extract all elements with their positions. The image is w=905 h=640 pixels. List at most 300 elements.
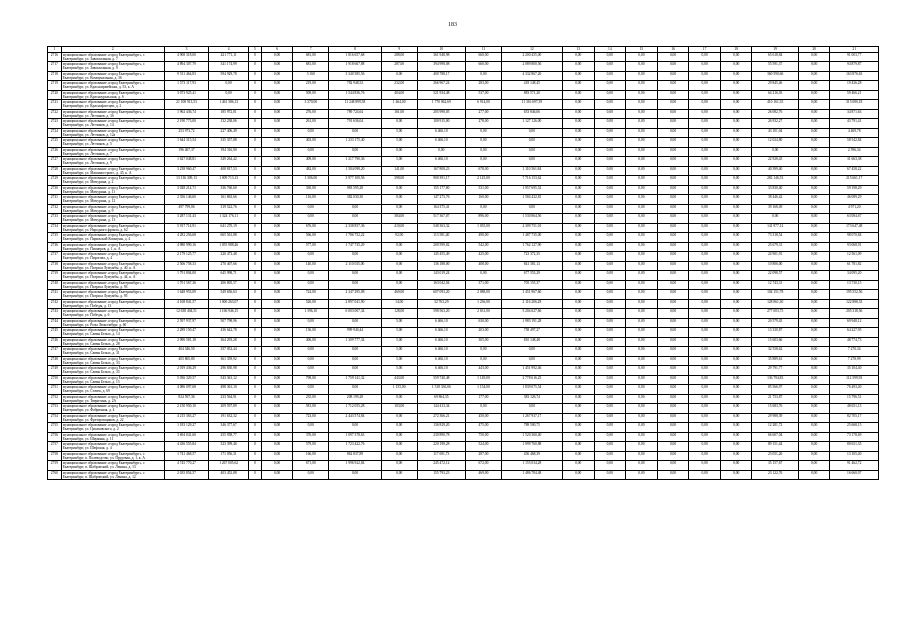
value-cell: 0,00 <box>594 128 626 138</box>
value-cell: 0,00 <box>720 470 752 480</box>
row-index: 2746 <box>48 337 62 347</box>
row-index: 2730 <box>48 185 62 195</box>
value-cell: 0,00 <box>626 451 658 461</box>
value-cell: 0,00 <box>594 185 626 195</box>
value-cell: 0 <box>249 233 262 243</box>
table-row <box>48 375 879 385</box>
value-cell: 0,00 <box>798 394 830 404</box>
value-cell: 408 817,53 <box>209 166 249 176</box>
value-cell: 12 638 404,51 <box>164 309 208 319</box>
value-cell: 19 436,28 <box>830 81 879 91</box>
value-cell: 1 712 055,28 <box>329 404 382 414</box>
address-cell: муниципальное образование «город Екатеринбург», г. Екатеринбург, ул. Завокзальная, д. 9 <box>61 62 164 72</box>
value-cell: 39 168,49 <box>752 204 798 214</box>
value-cell: 0,00 <box>657 52 689 62</box>
value-cell: 0,00 <box>798 90 830 100</box>
value-cell: 0,00 <box>689 195 721 205</box>
value-cell: 220 473,48 <box>209 252 249 262</box>
value-cell: 0,00 <box>657 185 689 195</box>
value-cell: 0,00 <box>329 147 382 157</box>
value-cell: 136 188,00 <box>417 261 465 271</box>
value-cell: 0,00 <box>626 271 658 281</box>
value-cell: 196 467,37 <box>164 147 208 157</box>
value-cell: 191 632,32 <box>209 413 249 423</box>
value-cell: 315 080,18 <box>830 100 879 110</box>
value-cell: 436 642,78 <box>209 328 249 338</box>
value-cell: 0,00 <box>689 71 721 81</box>
value-cell: 232,00 <box>381 81 417 91</box>
value-cell: 0,00 <box>562 62 594 72</box>
value-cell: 0,00 <box>657 147 689 157</box>
value-cell: 341 174,99 <box>209 62 249 72</box>
value-cell: 40 399,40 <box>752 166 798 176</box>
value-cell: 724,00 <box>293 290 329 300</box>
table-row <box>48 138 879 148</box>
value-cell: 0,00 <box>381 451 417 461</box>
value-cell: 660,00 <box>466 52 502 62</box>
value-cell: 0,00 <box>329 214 382 224</box>
value-cell: 398,00 <box>381 176 417 186</box>
value-cell: 1 487 735,00 <box>501 233 562 243</box>
value-cell: 0,00 <box>720 290 752 300</box>
page-number: 183 <box>448 22 457 28</box>
value-cell: 0,00 <box>720 347 752 357</box>
value-cell: 678,00 <box>466 166 502 176</box>
value-cell: 384,00 <box>381 214 417 224</box>
row-index: 2745 <box>48 328 62 338</box>
value-cell: 0,00 <box>562 233 594 243</box>
value-cell: 0 <box>249 318 262 328</box>
value-cell: 171 056,31 <box>209 451 249 461</box>
value-cell: 0,00 <box>626 81 658 91</box>
value-cell: 0,00 <box>562 157 594 167</box>
value-cell: 1 236,00 <box>466 299 502 309</box>
value-cell: 34 095,20 <box>830 271 879 281</box>
value-cell: 69 948,12 <box>830 318 879 328</box>
value-cell: 0,00 <box>657 404 689 414</box>
column-header: 15 <box>626 47 658 53</box>
value-cell: 1 530 864,56 <box>501 214 562 224</box>
value-cell: 0,00 <box>657 261 689 271</box>
column-header: 9 <box>381 47 417 53</box>
value-cell: 1 520 360,40 <box>501 432 562 442</box>
value-cell: 0 <box>249 214 262 224</box>
value-cell: 0,00 <box>562 432 594 442</box>
value-cell: 0,00 <box>562 242 594 252</box>
value-cell: 0,00 <box>720 299 752 309</box>
value-cell: 0,00 <box>562 394 594 404</box>
address-cell: муниципальное образование «город Екатеринбург», г. Екатеринбург, ул. Мичурина, д. 9 <box>61 204 164 214</box>
value-cell: 2 596,34 <box>830 147 879 157</box>
value-cell: 361 948,98 <box>417 52 465 62</box>
value-cell: 206 805,57 <box>209 280 249 290</box>
value-cell: 0,00 <box>689 470 721 480</box>
value-cell: 0,00 <box>626 185 658 195</box>
value-cell: 13 330,87 <box>752 328 798 338</box>
value-cell: 0,00 <box>594 432 626 442</box>
value-cell: 382 030,30 <box>329 195 382 205</box>
value-cell: 63 084,67 <box>830 214 879 224</box>
value-cell: 0,00 <box>720 52 752 62</box>
value-cell: 791 636,04 <box>329 119 382 129</box>
value-cell: 0,00 <box>594 290 626 300</box>
value-cell: 0,00 <box>562 119 594 129</box>
value-cell: 261,00 <box>293 119 329 129</box>
value-cell: 0,00 <box>657 166 689 176</box>
value-cell: 0,00 <box>798 157 830 167</box>
value-cell: 1 166 946,15 <box>209 309 249 319</box>
value-cell: 0,00 <box>626 195 658 205</box>
value-cell: 43 101,04 <box>752 128 798 138</box>
value-cell: 410,00 <box>381 223 417 233</box>
value-cell: 0,00 <box>798 119 830 129</box>
value-cell: 1 999 760,88 <box>501 442 562 452</box>
value-cell: 403 452,88 <box>209 470 249 480</box>
value-cell: 594 929,78 <box>209 71 249 81</box>
row-index: 2717 <box>48 62 62 72</box>
value-cell: 15 683,76 <box>752 404 798 414</box>
value-cell: 73 178,69 <box>830 432 879 442</box>
value-cell: 0,00 <box>689 157 721 167</box>
value-cell: 0 <box>249 413 262 423</box>
value-cell: 1 461 386,13 <box>209 100 249 110</box>
value-cell: 0,00 <box>657 413 689 423</box>
value-cell: 0,00 <box>720 138 752 148</box>
value-cell: 0,00 <box>720 128 752 138</box>
value-cell: 2 096 581,18 <box>164 337 208 347</box>
value-cell: 0,00 <box>594 157 626 167</box>
value-cell: 2 019 436,29 <box>164 366 208 376</box>
value-cell: 1 644 315,54 <box>164 138 208 148</box>
value-cell: 0,00 <box>261 166 293 176</box>
value-cell: 0,00 <box>261 90 293 100</box>
value-cell: 161,00 <box>381 109 417 119</box>
value-cell: 194 316,90 <box>209 147 249 157</box>
value-cell: 208 199,28 <box>329 394 382 404</box>
value-cell: 0,00 <box>626 413 658 423</box>
value-cell: 1 518 336,06 <box>417 385 465 395</box>
value-cell: 0,00 <box>798 461 830 471</box>
value-cell: 0 <box>249 90 262 100</box>
value-cell: 1 000 263,07 <box>209 299 249 309</box>
value-cell: 0,00 <box>562 337 594 347</box>
value-cell: 13 105,40 <box>830 451 879 461</box>
value-cell: 215 661,17 <box>830 176 879 186</box>
value-cell: 0,00 <box>261 337 293 347</box>
value-cell: 653 846,06 <box>501 109 562 119</box>
value-cell: 0,00 <box>594 90 626 100</box>
value-cell: 0,00 <box>562 147 594 157</box>
value-cell: 0 <box>249 442 262 452</box>
value-cell: 0,00 <box>626 214 658 224</box>
value-cell: 0,00 <box>293 271 329 281</box>
value-cell: 0,00 <box>466 347 502 357</box>
table-row <box>48 470 879 480</box>
address-cell: муниципальное образование «город Екатеринбург», г. Екатеринбург, ул. Летчиков, д. 3б <box>61 109 164 119</box>
value-cell: 469,00 <box>466 470 502 480</box>
address-cell: муниципальное образование «город Екатеринбург», г. Екатеринбург, ул. Краснофлотцев, д. 2 <box>61 100 164 110</box>
value-cell: 164 375,41 <box>417 204 465 214</box>
value-cell: 82 705,17 <box>830 413 879 423</box>
value-cell: 630,00 <box>466 318 502 328</box>
value-cell: 0,00 <box>657 223 689 233</box>
value-cell: 0,00 <box>657 109 689 119</box>
value-cell: 0 <box>249 128 262 138</box>
value-cell: 2 145,00 <box>466 176 502 186</box>
value-cell: 361 359,92 <box>209 356 249 366</box>
value-cell: 0,00 <box>562 299 594 309</box>
value-cell: 507 798,96 <box>209 318 249 328</box>
value-cell: 403,00 <box>293 138 329 148</box>
value-cell: 0,00 <box>594 442 626 452</box>
column-header: 7 <box>293 47 329 53</box>
value-cell: 0,00 <box>329 423 382 433</box>
address-cell: муниципальное образование «город Екатеринбург», г. Екатеринбург, ул. Саввы Белых, д. 15 <box>61 375 164 385</box>
value-cell: 0,00 <box>261 185 293 195</box>
value-cell: 0,00 <box>626 375 658 385</box>
row-index: 2723 <box>48 119 62 129</box>
value-cell: 0,00 <box>594 214 626 224</box>
value-cell: 0,00 <box>501 147 562 157</box>
value-cell: 543 361,12 <box>209 375 249 385</box>
value-cell: 5,00 <box>381 328 417 338</box>
value-cell: 0,00 <box>657 81 689 91</box>
value-cell: 0,00 <box>562 366 594 376</box>
value-cell: 1 573 117,93 <box>164 81 208 91</box>
value-cell: 0,00 <box>657 337 689 347</box>
value-cell: 0,00 <box>798 195 830 205</box>
value-cell: 0,00 <box>720 280 752 290</box>
value-cell: 0,00 <box>626 109 658 119</box>
address-cell: муниципальное образование «город Екатеринбург», г. Екатеринбург, ул. Патриса Лумумбы, д. 40, к. А <box>61 261 164 271</box>
table-row <box>48 261 879 271</box>
value-cell: 0,00 <box>657 423 689 433</box>
value-cell: 65 618,84 <box>752 52 798 62</box>
table-row <box>48 318 879 328</box>
value-cell: 1 451 967,60 <box>501 290 562 300</box>
value-cell: 336 760,60 <box>209 185 249 195</box>
value-cell: 2 356 146,60 <box>164 195 208 205</box>
value-cell: 2 443 574,84 <box>329 413 382 423</box>
value-cell: 0,00 <box>329 318 382 328</box>
value-cell: 113 581,40 <box>417 233 465 243</box>
value-cell: 0,00 <box>562 271 594 281</box>
value-cell: 1 149,00 <box>466 375 502 385</box>
value-cell: 0,00 <box>689 185 721 195</box>
table-row <box>48 52 879 62</box>
value-cell: 0,00 <box>261 404 293 414</box>
table-row <box>48 128 879 138</box>
row-index: 2749 <box>48 366 62 376</box>
value-cell: 0,00 <box>657 290 689 300</box>
value-cell: 0,00 <box>594 394 626 404</box>
table-row <box>48 214 879 224</box>
value-cell: 6 466,10 <box>417 128 465 138</box>
value-cell: 0,00 <box>657 328 689 338</box>
value-cell: 0,00 <box>562 176 594 186</box>
value-cell: 0,00 <box>381 204 417 214</box>
value-cell: 29 845,46 <box>752 81 798 91</box>
row-index: 2727 <box>48 157 62 167</box>
value-cell: 0,00 <box>381 119 417 129</box>
value-cell: 418 148,45 <box>501 81 562 91</box>
value-cell: 305,00 <box>466 337 502 347</box>
value-cell: 1 770 062,69 <box>417 100 465 110</box>
value-cell: 91 462,72 <box>830 461 879 471</box>
value-cell: 335 357,88 <box>209 138 249 148</box>
value-cell: 0,00 <box>562 356 594 366</box>
address-cell: муниципальное образование «город Екатеринбург», г. Екатеринбург, п. Шабровский, ул. Ленина, д. 13 <box>61 461 164 471</box>
table-row <box>48 394 879 404</box>
address-cell: муниципальное образование «город Екатеринбург», г. Екатеринбург, ул. Летчиков, д. 7 <box>61 147 164 157</box>
value-cell: 35 889,61 <box>752 356 798 366</box>
column-header: 5 <box>249 47 262 53</box>
value-cell: 144 413,34 <box>417 404 465 414</box>
value-cell: 128,00 <box>381 309 417 319</box>
value-cell: 0,00 <box>720 233 752 243</box>
value-cell: 0,00 <box>626 119 658 129</box>
value-cell: 0,00 <box>261 299 293 309</box>
value-cell: 0,00 <box>689 233 721 243</box>
value-cell: 0,00 <box>752 214 798 224</box>
value-cell: 0,00 <box>562 451 594 461</box>
value-cell: 163 042,04 <box>417 280 465 290</box>
table-row <box>48 337 879 347</box>
value-cell: 0,00 <box>657 176 689 186</box>
value-cell: 0,00 <box>594 233 626 243</box>
value-cell: 0,00 <box>657 233 689 243</box>
address-cell: муниципальное образование «город Екатеринбург», г. Екатеринбург, ул. Стачек, д. 69 <box>61 385 164 395</box>
value-cell: 23 051,26 <box>752 451 798 461</box>
value-cell: 0,00 <box>689 100 721 110</box>
value-cell: 425,00 <box>466 252 502 262</box>
table-row <box>48 81 879 91</box>
value-cell: 282 146,53 <box>752 176 798 186</box>
value-cell: 0,00 <box>689 128 721 138</box>
value-cell: 0,00 <box>626 280 658 290</box>
value-cell: 0,00 <box>594 347 626 357</box>
value-cell: 404 346,50 <box>164 347 208 357</box>
value-cell: 549 656,63 <box>209 290 249 300</box>
value-cell: 403 865,80 <box>164 356 208 366</box>
value-cell: 185 972,01 <box>209 109 249 119</box>
value-cell: 469,00 <box>381 290 417 300</box>
value-cell: 80 631,35 <box>830 442 879 452</box>
value-cell: 58 542,84 <box>830 138 879 148</box>
value-cell: 0 <box>249 119 262 129</box>
value-cell: 136,00 <box>293 328 329 338</box>
value-cell: 161 863,66 <box>209 195 249 205</box>
value-cell: 0,00 <box>752 147 798 157</box>
value-cell: 0 <box>249 451 262 461</box>
value-cell: 1 267 937,17 <box>501 413 562 423</box>
value-cell: 0,00 <box>466 157 502 167</box>
value-cell: 0,00 <box>501 404 562 414</box>
value-cell: 0,00 <box>720 451 752 461</box>
value-cell: 2 506 758,33 <box>164 261 208 271</box>
value-cell: 0,00 <box>689 309 721 319</box>
value-cell: 862 837,89 <box>329 451 382 461</box>
value-cell: 0,00 <box>657 461 689 471</box>
value-cell: 0,00 <box>261 309 293 319</box>
value-cell: 0,00 <box>720 214 752 224</box>
value-cell: 3 287 131,43 <box>164 214 208 224</box>
value-cell: 0,00 <box>626 90 658 100</box>
value-cell: 155 177,80 <box>417 185 465 195</box>
value-cell: 0,00 <box>562 461 594 471</box>
value-cell: 0,00 <box>626 309 658 319</box>
value-cell: 0,00 <box>594 271 626 281</box>
value-cell: 0 <box>249 385 262 395</box>
row-index: 2729 <box>48 176 62 186</box>
value-cell: 0,00 <box>626 138 658 148</box>
value-cell: 26 082,76 <box>752 109 798 119</box>
value-cell: 1 918 667,88 <box>329 62 382 72</box>
value-cell: 0,00 <box>689 423 721 433</box>
value-cell: 0,00 <box>562 223 594 233</box>
value-cell: 0,00 <box>562 375 594 385</box>
table-row <box>48 461 879 471</box>
column-header: 13 <box>562 47 594 53</box>
value-cell: 0,00 <box>594 109 626 119</box>
value-cell: 276,00 <box>293 109 329 119</box>
value-cell: 0,00 <box>657 356 689 366</box>
value-cell: 141 977,12 <box>752 223 798 233</box>
value-cell: 0,00 <box>594 337 626 347</box>
value-cell: 0,00 <box>261 71 293 81</box>
value-cell: 3 694 041,60 <box>164 432 208 442</box>
row-index: 2734 <box>48 223 62 233</box>
value-cell: 676,00 <box>293 223 329 233</box>
value-cell: 2 631,00 <box>466 309 502 319</box>
value-cell: 0,00 <box>798 147 830 157</box>
value-cell: 349 264,42 <box>209 157 249 167</box>
value-cell: 0,00 <box>720 461 752 471</box>
value-cell: 0,00 <box>720 71 752 81</box>
value-cell: 0,00 <box>594 242 626 252</box>
value-cell: 0 <box>249 81 262 91</box>
value-cell: 0,00 <box>626 442 658 452</box>
value-cell: 1 451 992,46 <box>501 366 562 376</box>
value-cell: 0,00 <box>562 109 594 119</box>
value-cell: 0,00 <box>720 261 752 271</box>
value-cell: 0,00 <box>562 90 594 100</box>
value-cell: 0 <box>249 223 262 233</box>
row-index: 2756 <box>48 432 62 442</box>
value-cell: 1 816 657,68 <box>329 52 382 62</box>
value-cell: 0,00 <box>261 280 293 290</box>
value-cell: 509,00 <box>293 90 329 100</box>
value-cell: 0 <box>249 166 262 176</box>
value-cell: 0,00 <box>720 404 752 414</box>
value-cell: 0,00 <box>720 366 752 376</box>
address-cell: муниципальное образование «город Екатеринбург», г. Екатеринбург, ул. Мичурина, д. 13 <box>61 214 164 224</box>
address-cell: муниципальное образование «город Екатеринбург», г. Екатеринбург, ул. Красноуральская, д. 6 <box>61 90 164 100</box>
value-cell: 6 466,10 <box>417 138 465 148</box>
value-cell: 25 679,31 <box>752 242 798 252</box>
value-cell: 2 597 937,97 <box>164 318 208 328</box>
value-cell: 0,00 <box>798 100 830 110</box>
value-cell: 0,00 <box>626 461 658 471</box>
value-cell: 0,00 <box>381 242 417 252</box>
value-cell: 4 894 307,79 <box>164 62 208 72</box>
value-cell: 0,00 <box>261 451 293 461</box>
table-row <box>48 176 879 186</box>
value-cell: 288,00 <box>381 52 417 62</box>
value-cell: 0,00 <box>657 204 689 214</box>
value-cell: 0,00 <box>562 204 594 214</box>
value-cell: 0,00 <box>689 176 721 186</box>
